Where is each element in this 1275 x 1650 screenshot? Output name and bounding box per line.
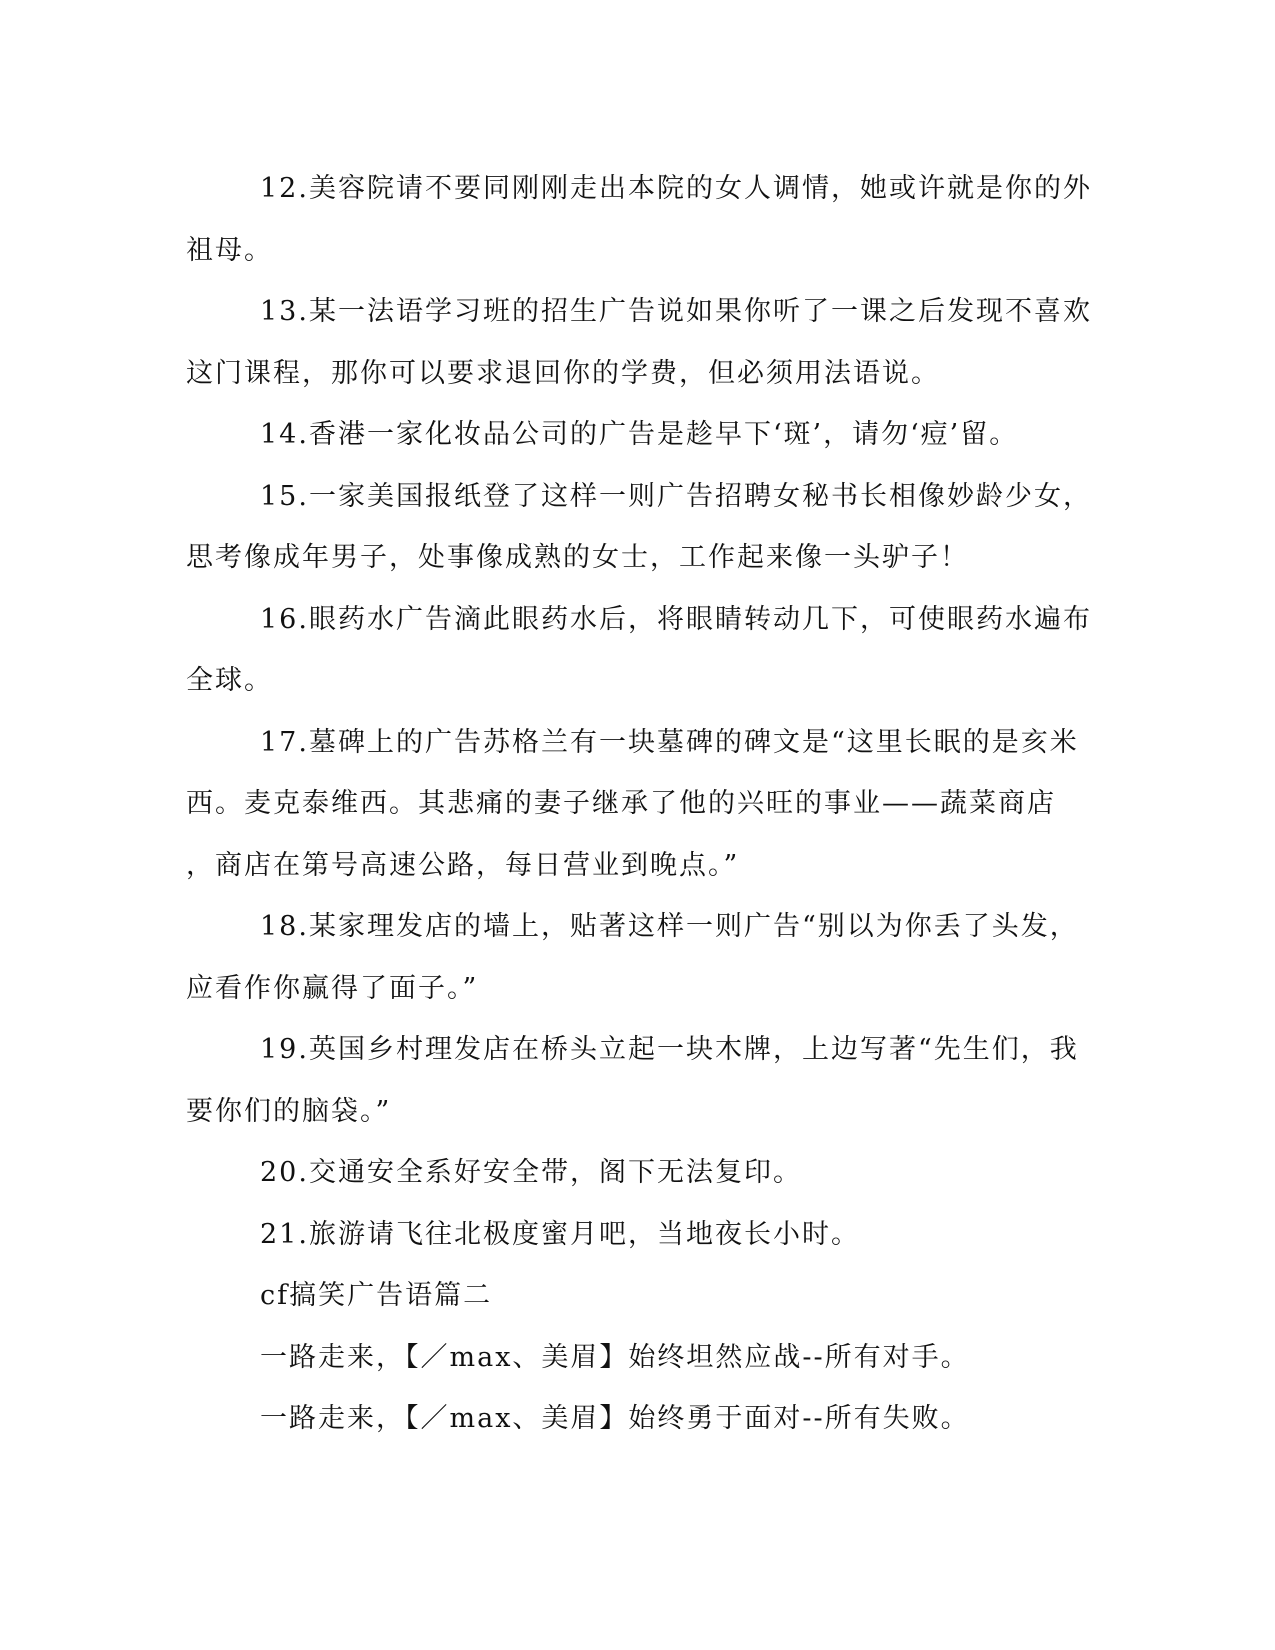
- text-line: 要你们的脑袋。”: [186, 1095, 392, 1127]
- text-line: 19.英国乡村理发店在桥头立起一块木牌，上边写著“先生们，我: [260, 1034, 1079, 1065]
- text-line: 一路走来，【／max、美眉】始终勇于面对--所有失败。: [260, 1403, 970, 1434]
- text-line: 全球。: [186, 665, 273, 696]
- section-heading: cf搞笑广告语篇二: [260, 1280, 493, 1311]
- text-line: 这门课程，那你可以要求退回你的学费，但必须用法语说。: [186, 357, 940, 389]
- text-line: 14.香港一家化妆品公司的广告是趁早下‘斑’，请勿‘痘’留。: [260, 419, 1019, 450]
- text-line: 16.眼药水广告滴此眼药水后，将眼睛转动几下，可使眼药水遍布: [260, 603, 1092, 635]
- text-line: 应看作你赢得了面子。”: [186, 972, 479, 1004]
- text-line: 思考像成年男子，处事像成熟的女士，工作起来像一头驴子！: [186, 542, 969, 573]
- text-line: 祖母。: [186, 234, 273, 266]
- text-line: 12.美容院请不要同刚刚走出本院的女人调情，她或许就是你的外: [260, 173, 1092, 204]
- text-line: 18.某家理发店的墙上，贴著这样一则广告“别以为你丢了头发，: [260, 911, 1079, 942]
- text-line: ，商店在第号高速公路，每日营业到晚点。”: [186, 849, 740, 881]
- text-line: 21.旅游请飞往北极度蜜月吧，当地夜长小时。: [260, 1218, 860, 1250]
- text-line: 20.交通安全系好安全带，阁下无法复印。: [260, 1157, 802, 1188]
- text-line: 西。麦克泰维西。其悲痛的妻子继承了他的兴旺的事业——蔬菜商店: [186, 788, 1056, 819]
- document-body: [186, 158, 1092, 1450]
- text-line: 17.墓碑上的广告苏格兰有一块墓碑的碑文是“这里长眠的是亥米: [260, 726, 1079, 758]
- text-line: 13.某一法语学习班的招生广告说如果你听了一课之后发现不喜欢: [260, 296, 1092, 327]
- text-line: 一路走来，【／max、美眉】始终坦然应战--所有对手。: [260, 1341, 970, 1373]
- text-line: 15.一家美国报纸登了这样一则广告招聘女秘书长相像妙龄少女，: [260, 480, 1092, 512]
